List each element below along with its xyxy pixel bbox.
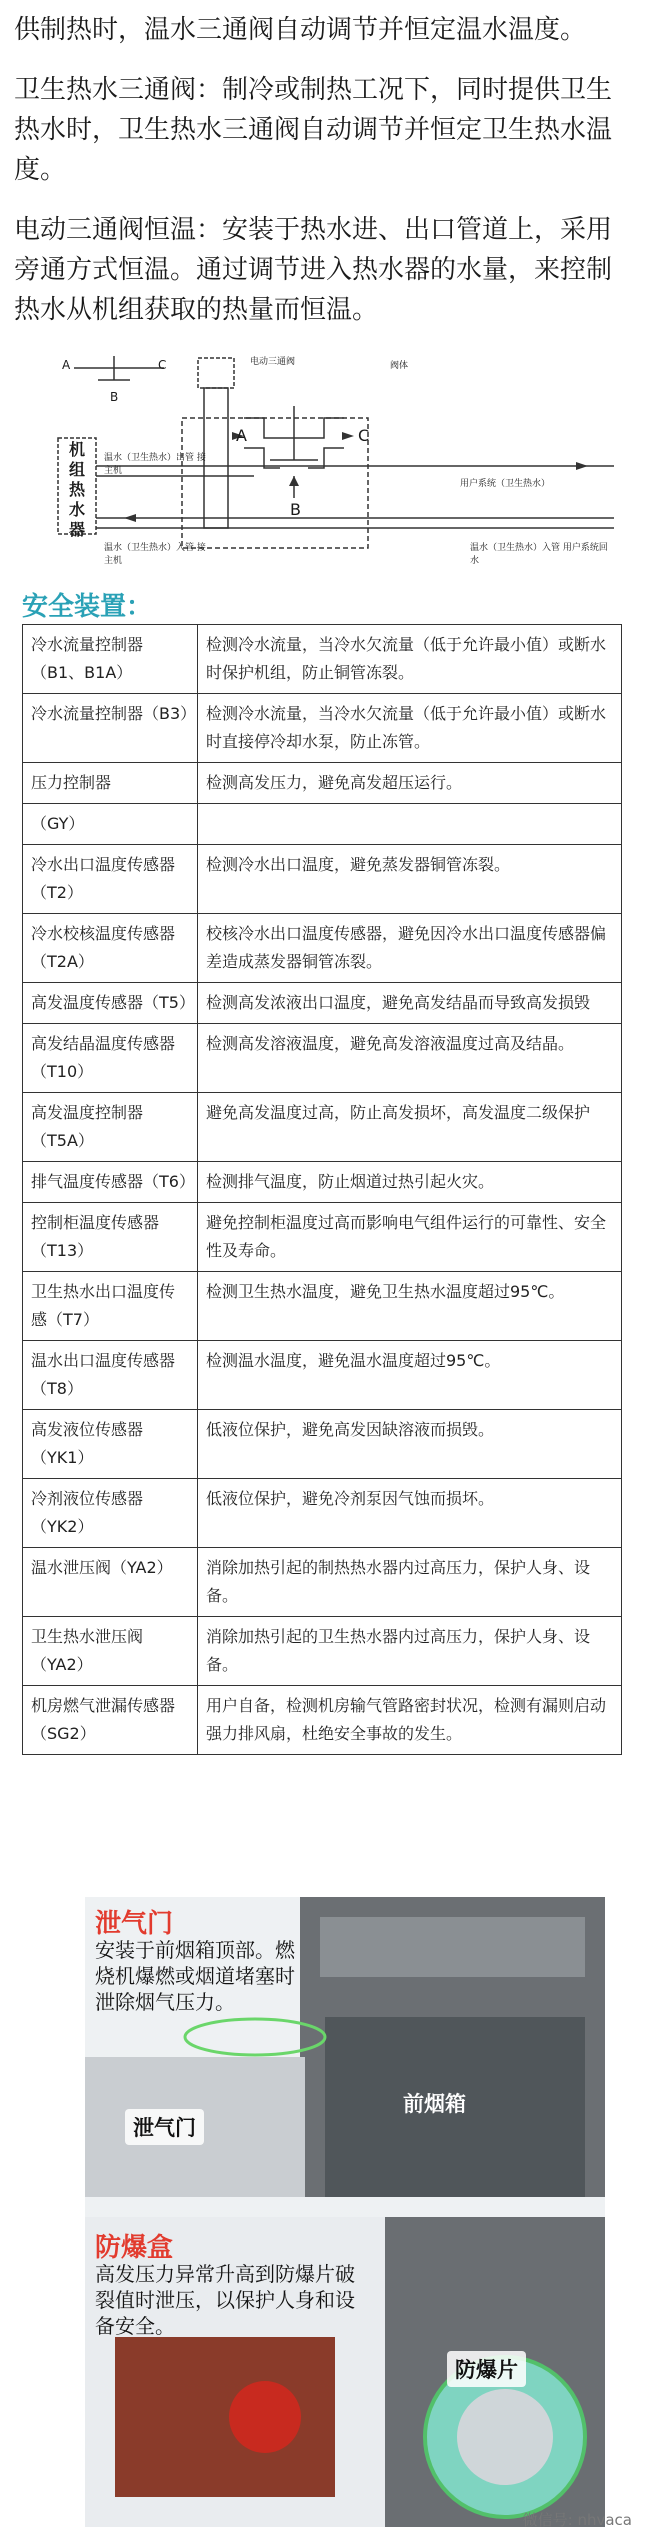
device-name-cell: 高发结晶温度传感器（T10） (23, 1024, 198, 1093)
table-row (23, 1162, 622, 1203)
device-description-cell: 避免控制柜温度过高而影响电气组件运行的可靠性、安全性及寿命。 (198, 1203, 622, 1272)
safety-devices-table (22, 624, 622, 1755)
intro-paragraph-3: 电动三通阀恒温：安装于热水进、出口管道上，采用旁通方式恒温。通过调节进入热水器的水量，来控制热水从机组获取的热量而恒温。 (14, 215, 613, 325)
table-row (23, 1686, 622, 1755)
vent-door-title: 泄气门 (95, 1909, 174, 1939)
table-row (23, 983, 622, 1024)
device-description-cell: 检测冷水流量，当冷水欠流量（低于允许最小值）或断水时保护机组，防止铜管冻裂。 (198, 625, 622, 694)
vent-door-tag: 泄气门 (125, 2109, 204, 2145)
device-description-cell: 低液位保护，避免高发因缺溶液而损毁。 (198, 1410, 622, 1479)
device-description-cell: 检测卫生热水温度，避免卫生热水温度超过95℃。 (198, 1272, 622, 1341)
table-row (23, 694, 622, 763)
table-row (23, 804, 622, 845)
table-row (23, 1272, 622, 1341)
device-name-cell: 卫生热水泄压阀（YA2） (23, 1617, 198, 1686)
device-description-cell: 用户自备，检测机房输气管路密封状况，检测有漏则启动强力排风扇，杜绝安全事故的发生。 (198, 1686, 622, 1755)
actuator-note: 电动三通阀 (250, 357, 296, 367)
device-description-cell: 避免高发温度过高，防止高发损坏，高发温度二级保护 (198, 1093, 622, 1162)
photo-panel (85, 1897, 605, 2527)
table-row (23, 625, 622, 694)
device-name-cell: 冷剂液位传感器（YK2） (23, 1479, 198, 1548)
table-row (23, 1341, 622, 1410)
big-valve-b-label: B (290, 500, 301, 519)
big-valve-c-label: C (358, 426, 370, 445)
device-name-cell: 温水出口温度传感器（T8） (23, 1341, 198, 1410)
device-description-cell: 低液位保护，避免冷剂泵因气蚀而损坏。 (198, 1479, 622, 1548)
safety-section-title: 安全装置： (22, 592, 153, 622)
valve-body-note: 阀体 (390, 361, 409, 371)
device-description-cell: 消除加热引起的制热热水器内过高压力，保护人身、设备。 (198, 1548, 622, 1617)
device-description-cell: 检测冷水流量，当冷水欠流量（低于允许最小值）或断水时直接停冷却水泵，防止冻管。 (198, 694, 622, 763)
table-row (23, 914, 622, 983)
burst-box-title: 防爆盒 (95, 2233, 174, 2263)
device-description-cell: 检测温水温度，避免温水温度超过95℃。 (198, 1341, 622, 1410)
return-right-note: 温水（卫生热水）入管 用户系统回水 (470, 543, 608, 566)
device-description-cell: 检测高发溶液温度，避免高发溶液温度过高及结晶。 (198, 1024, 622, 1093)
small-valve-a-label: A (62, 358, 71, 372)
device-name-cell: 高发温度传感器（T5） (23, 983, 198, 1024)
device-name-cell: 压力控制器 (23, 763, 198, 804)
device-description-cell: 检测高发浓液出口温度，避免高发结晶而导致高发损毁 (198, 983, 622, 1024)
table-row (23, 1410, 622, 1479)
table-row (23, 1617, 622, 1686)
device-name-cell: 机房燃气泄漏传感器（SG2） (23, 1686, 198, 1755)
table-row (23, 763, 622, 804)
device-description-cell: 检测排气温度，防止烟道过热引起火灾。 (198, 1162, 622, 1203)
return-left-note: 温水（卫生热水）入管 接主机 (104, 543, 206, 566)
device-name-cell: 高发温度控制器（T5A） (23, 1093, 198, 1162)
big-valve-a-label: A (236, 426, 247, 445)
device-name-cell: 控制柜温度传感器（T13） (23, 1203, 198, 1272)
intro-paragraph-2: 卫生热水三通阀：制冷或制热工况下，同时提供卫生热水时，卫生热水三通阀自动调节并恒定卫生热水温度。 (14, 75, 613, 185)
device-name-cell: 冷水校核温度传感器（T2A） (23, 914, 198, 983)
device-name-cell: 冷水出口温度传感器（T2） (23, 845, 198, 914)
supply-right-note: 用户系统（卫生热水） (460, 479, 551, 489)
table-row (23, 1479, 622, 1548)
device-description-cell (198, 804, 622, 845)
smoke-box-tag: 前烟箱 (403, 2092, 466, 2116)
device-description-cell: 检测高发压力，避免高发超压运行。 (198, 763, 622, 804)
device-name-cell: 冷水流量控制器（B3） (23, 694, 198, 763)
wechat-watermark: 微信号: nhvaca (522, 2511, 632, 2529)
vent-door-description: 安装于前烟箱顶部。燃烧机爆燃或烟道堵塞时泄除烟气压力。 (95, 1938, 295, 2014)
small-valve-c-label: C (158, 358, 167, 372)
boiler-label: 机组热水器 (68, 440, 85, 539)
device-name-cell: 冷水流量控制器（B1、B1A） (23, 625, 198, 694)
intro-paragraph-1: 供制热时，温水三通阀自动调节并恒定温水温度。 (14, 15, 587, 45)
device-name-cell: 卫生热水出口温度传感（T7） (23, 1272, 198, 1341)
device-description-cell: 校核冷水出口温度传感器，避免因冷水出口温度传感器偏差造成蒸发器铜管冻裂。 (198, 914, 622, 983)
burst-box-description: 高发压力异常升高到防爆片破裂值时泄压，以保护人身和设备安全。 (95, 2262, 355, 2338)
device-description-cell: 检测冷水出口温度，避免蒸发器铜管冻裂。 (198, 845, 622, 914)
table-row (23, 1548, 622, 1617)
supply-top-note: 温水（卫生热水）出管 接主机 (104, 453, 206, 476)
table-row (23, 1024, 622, 1093)
device-name-cell: 排气温度传感器（T6） (23, 1162, 198, 1203)
small-valve-b-label: B (110, 390, 119, 404)
table-row (23, 1203, 622, 1272)
burst-disc-tag: 防爆片 (447, 2351, 526, 2387)
table-row (23, 1093, 622, 1162)
device-name-cell: （GY） (23, 804, 198, 845)
device-name-cell: 高发液位传感器（YK1） (23, 1410, 198, 1479)
device-name-cell: 温水泄压阀（YA2） (23, 1548, 198, 1617)
table-row (23, 845, 622, 914)
device-description-cell: 消除加热引起的卫生热水器内过高压力，保护人身、设备。 (198, 1617, 622, 1686)
